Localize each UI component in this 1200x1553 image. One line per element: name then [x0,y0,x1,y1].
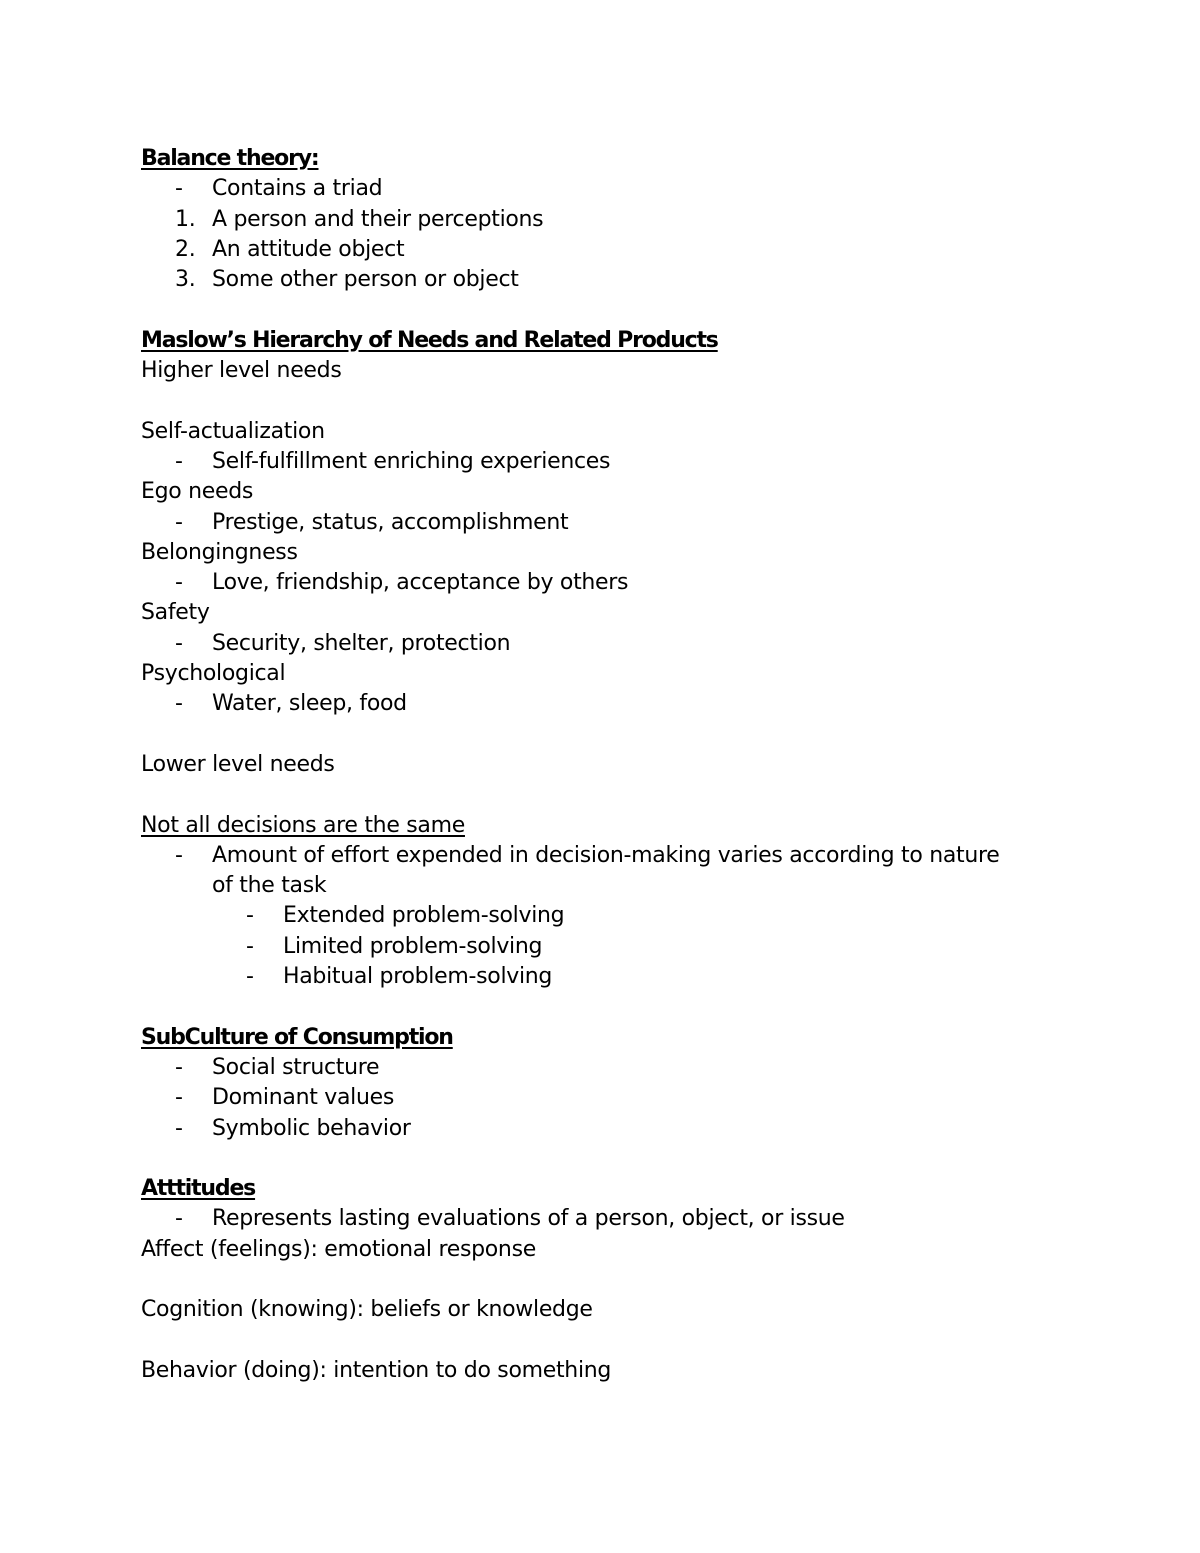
decisions-heading: Not all decisions are the same [141,812,465,838]
attitude-affect: Affect (feelings): emotional response [141,1236,536,1262]
list-item-text: An attitude object [212,236,405,262]
list-marker: - [246,964,254,990]
list-marker: 3. [175,267,196,293]
list-marker: - [175,630,183,656]
list-item-text: Dominant values [212,1085,394,1111]
list-item-text: Limited problem-solving [283,933,543,959]
list-marker: - [175,1085,183,1111]
list-marker: - [246,933,254,959]
list-marker: - [175,176,183,202]
list-item-text: Some other person or object [212,267,519,293]
list-item-text: Security, shelter, protection [212,630,511,656]
list-item-continuation: of the task [212,873,327,899]
higher-level-needs: Higher level needs [141,358,342,384]
spacer [141,992,1101,1022]
need-level-name: Psychological [141,661,286,687]
list-item-text: Social structure [212,1054,380,1080]
attitudes-heading: Atttitudes [141,1176,256,1202]
list-item-text: Extended problem-solving [283,903,565,929]
list-item-text: Amount of effort expended in decision-making varies according to nature [212,842,1000,868]
list-marker: - [175,448,183,474]
list-item [141,174,1101,204]
list-item [141,447,1101,477]
list-marker: - [246,903,254,929]
spacer [141,386,1101,416]
spacer [141,720,1101,750]
list-marker: - [175,842,183,868]
need-level-name: Safety [141,600,210,626]
list-item [141,568,1101,598]
list-item [141,1114,1101,1144]
list-marker: 1. [175,206,196,232]
spacer [141,1265,1101,1295]
list-item [141,205,1101,235]
list-item [141,841,1101,871]
list-item [141,508,1101,538]
spacer [141,1326,1101,1356]
list-marker: - [175,570,183,596]
list-item [141,901,1101,931]
list-item [141,1204,1101,1234]
list-item-text: Habitual problem-solving [283,964,553,990]
list-item [141,962,1101,992]
need-level-name: Belongingness [141,539,298,565]
spacer [141,780,1101,810]
list-marker: - [175,1115,183,1141]
list-item-text: Love, friendship, acceptance by others [212,570,629,596]
list-item-text: Water, sleep, food [212,691,407,717]
list-marker: - [175,691,183,717]
balance-theory-heading: Balance theory: [141,146,319,171]
need-level-name: Self-actualization [141,418,325,444]
lower-level-needs: Lower level needs [141,751,335,777]
spacer [141,295,1101,325]
need-level-name: Ego needs [141,479,254,505]
list-item [141,689,1101,719]
list-marker: - [175,509,183,535]
subculture-heading: SubCulture of Consumption [141,1024,453,1050]
list-item [141,1053,1101,1083]
list-item-text: Represents lasting evaluations of a person, object, or issue [212,1206,845,1232]
list-item-text: Self-fulfillment enriching experiences [212,448,611,474]
list-item [141,932,1101,962]
maslow-heading: Maslow’s Hierarchy of Needs and Related Products [141,327,718,353]
list-marker: 2. [175,236,196,262]
attitude-cognition: Cognition (knowing): beliefs or knowledge [141,1297,593,1323]
list-item [141,265,1101,295]
list-item [141,629,1101,659]
list-item [141,235,1101,265]
list-item-text: A person and their perceptions [212,206,544,232]
list-marker: - [175,1206,183,1232]
document-content [141,144,1101,1386]
list-marker: - [175,1054,183,1080]
spacer [141,1144,1101,1174]
list-item-text: Contains a triad [212,176,383,202]
attitude-behavior: Behavior (doing): intention to do something [141,1357,612,1383]
list-item-text: Symbolic behavior [212,1115,411,1141]
list-item-text: Prestige, status, accomplishment [212,509,569,535]
list-item [141,1083,1101,1113]
